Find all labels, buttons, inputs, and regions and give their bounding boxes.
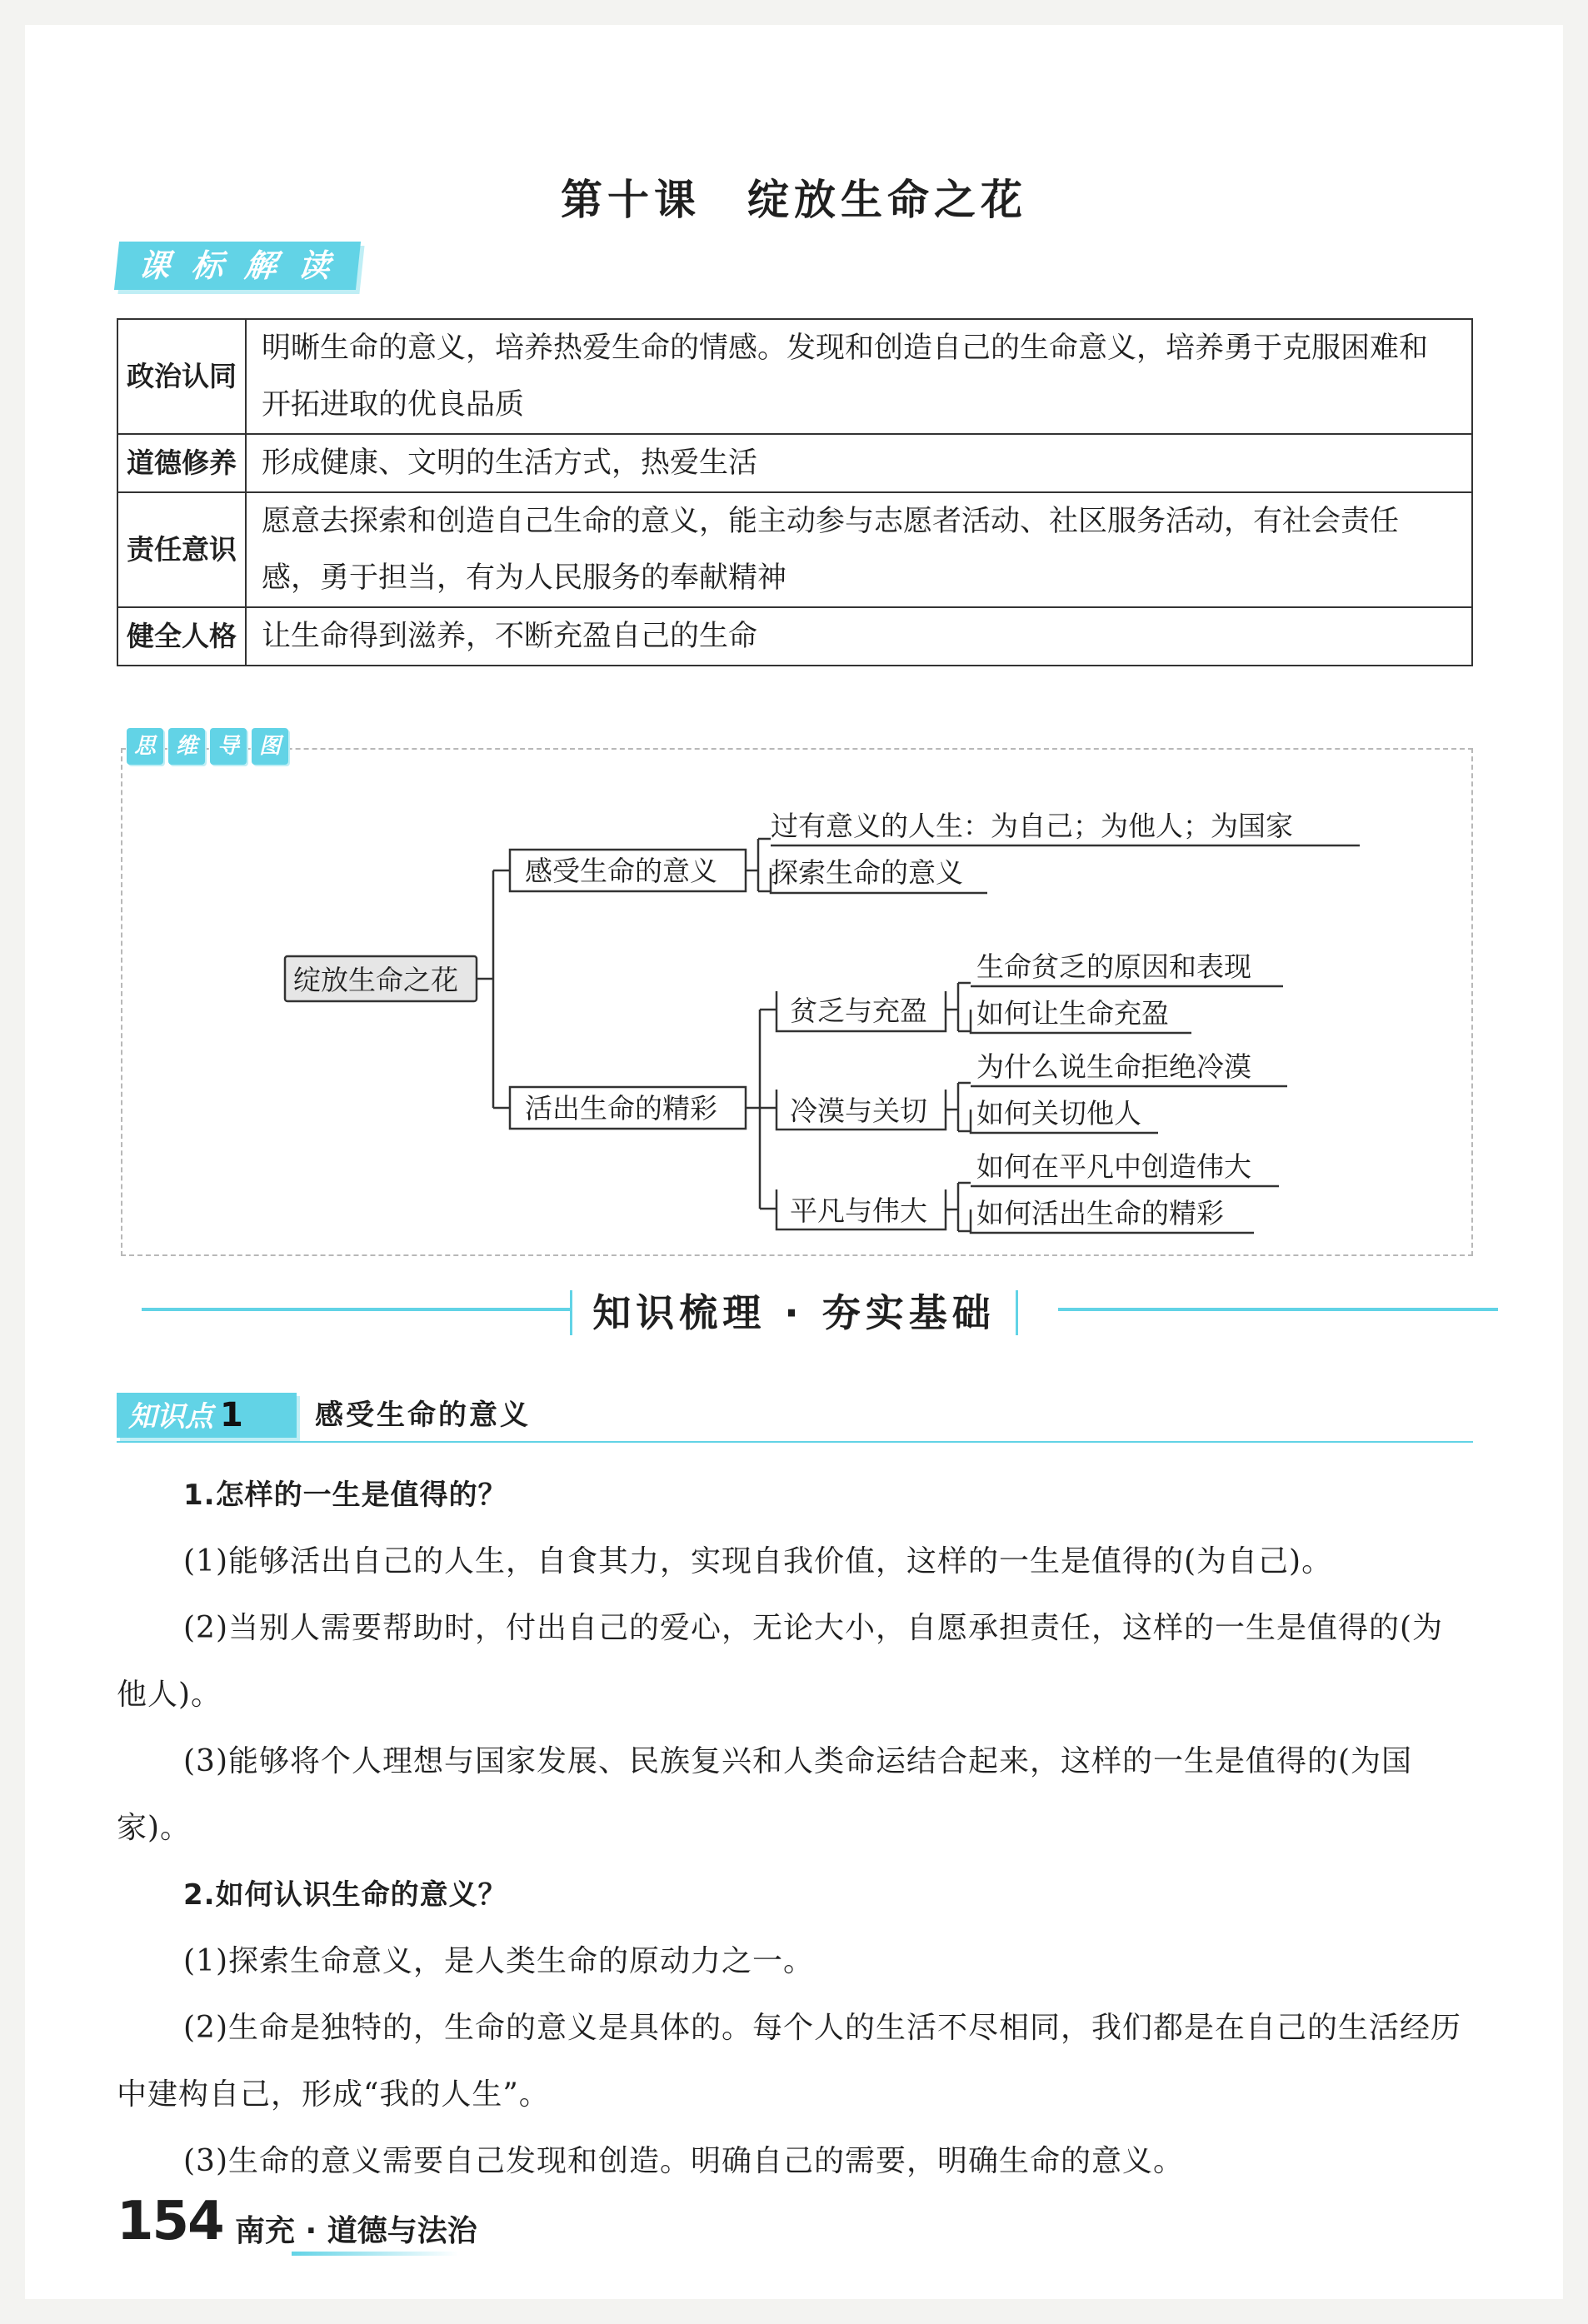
tag-char: 图 (252, 728, 288, 765)
mindmap-root: 绽放生命之花 (293, 964, 458, 996)
knowledge-point-title: 感受生命的意义 (315, 1399, 531, 1432)
standard-value: 形成健康、文明的生活方式，热爱生活 (246, 434, 1472, 492)
question-2: 2.如何认识生命的意义？ (183, 1878, 507, 1912)
paragraph: (1)能够活出自己的人生，自食其力，实现自我价值，这样的一生是值得的(为自己)。 (183, 1544, 1333, 1578)
paragraph: (1)探索生命意义，是人类生命的原动力之一。 (183, 1944, 814, 1978)
standard-key: 政治认同 (117, 319, 246, 434)
standard-key: 责任意识 (117, 492, 246, 607)
mindmap-b1: 感受生命的意义 (525, 855, 717, 887)
mindmap-b1-leaf1: 过有意义的人生：为自己；为他人；为国家 (771, 810, 1293, 842)
kp-underline (117, 1441, 1473, 1443)
paragraph: (2)当别人需要帮助时，付出自己的爱心，无论大小，自愿承担责任，这样的一生是值得的(为他人)。 (117, 1611, 1444, 1712)
kp-number: 1 (220, 1396, 243, 1434)
page-number: 154 (117, 2191, 223, 2252)
paragraph: (2)生命是独特的，生命的意义是具体的。每个人的生活不尽相同，我们都是在自己的生活经历中建构自己，形成“我的人生”。 (117, 2011, 1461, 2112)
mindmap-b2-c1-l1: 生命贫乏的原因和表现 (976, 950, 1251, 983)
mindmap-b2-c2-l1: 为什么说生命拒绝冷漠 (976, 1050, 1251, 1083)
mindmap-b2-c2-l2: 如何关切他人 (976, 1097, 1141, 1130)
section-tag-standards: 课标解读 (114, 242, 361, 290)
section-banner (0, 1283, 1588, 1338)
mindmap-b2: 活出生命的精彩 (525, 1092, 717, 1125)
mindmap-b2-c3-l1: 如何在平凡中创造伟大 (976, 1150, 1251, 1183)
mindmap-b2-c1-l2: 如何让生命充盈 (976, 997, 1169, 1030)
paragraph: (3)能够将个人理想与国家发展、民族复兴和人类命运结合起来，这样的一生是值得的(为国家)。 (117, 1744, 1413, 1845)
kp-tag-label: 知识点 (128, 1400, 213, 1434)
mindmap-b1-leaf2: 探索生命的意义 (771, 856, 963, 889)
mindmap-b2-c3: 平凡与伟大 (790, 1194, 927, 1227)
page-title: 第十课 绽放生命之花 (561, 176, 1027, 224)
mindmap-b2-c2: 冷漠与关切 (790, 1095, 927, 1127)
footer-bar (292, 2252, 458, 2256)
mindmap-b2-c3-l2: 如何活出生命的精彩 (976, 1197, 1224, 1229)
standard-key: 健全人格 (117, 607, 246, 666)
tag-char: 导 (210, 728, 247, 765)
mindmap-b2-c1: 贫乏与充盈 (790, 995, 927, 1027)
knowledge-point-tag (117, 1393, 297, 1438)
standard-value: 让生命得到滋养，不断充盈自己的生命 (246, 607, 1472, 666)
paragraph: (3)生命的意义需要自己发现和创造。明确自己的需要，明确生命的意义。 (183, 2144, 1184, 2178)
banner-label: 知识梳理 · 夯实基础 (570, 1290, 1018, 1335)
question-1: 1.怎样的一生是值得的？ (183, 1479, 507, 1512)
standard-value: 愿意去探索和创造自己生命的意义，能主动参与志愿者活动、社区服务活动，有社会责任感，勇于担当，有为人民服务的奉献精神 (246, 492, 1472, 607)
standard-value: 明晰生命的意义，培养热爱生命的情感。发现和创造自己的生命意义，培养勇于克服困难和开拓进取的优良品质 (246, 319, 1472, 434)
standard-key: 道德修养 (117, 434, 246, 492)
tag-char: 维 (168, 728, 205, 765)
footer-text: 南充 · 道德与法治 (235, 2214, 477, 2248)
tag-char: 思 (127, 728, 163, 765)
